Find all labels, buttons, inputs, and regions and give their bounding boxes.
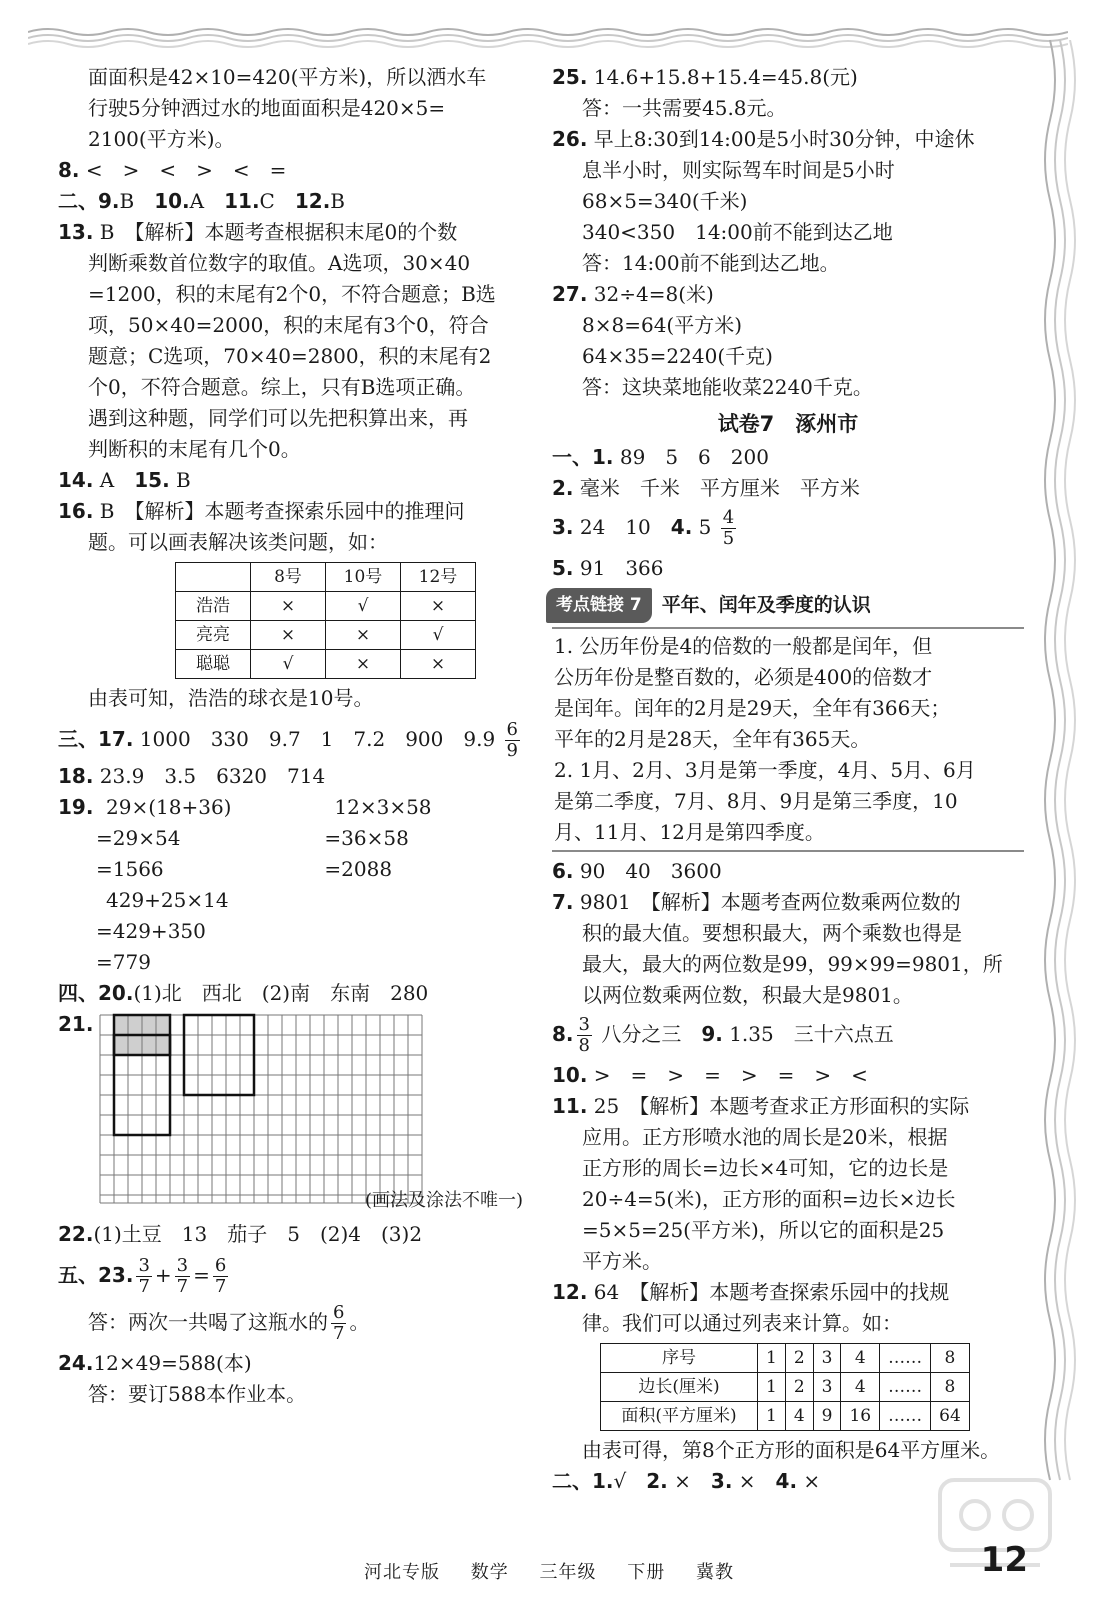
table-cell: 浩浩	[176, 592, 251, 621]
table-cell: 1	[758, 1373, 786, 1402]
text-line: 20÷4=5(米)，正方形的面积=边长×边长	[582, 1187, 956, 1211]
table-cell: √	[401, 621, 476, 650]
knowledge-link-badge: 考点链接 7	[546, 588, 652, 623]
answer-line: 答：要订588本作业本。	[88, 1382, 307, 1406]
page-number: 12	[980, 1540, 1028, 1580]
text-line: 340<350 14:00前不能到达乙地	[582, 220, 893, 244]
table-row	[601, 1344, 970, 1373]
text-line: 答：这块菜地能收菜2240千克。	[582, 375, 873, 399]
table-cell: 面积(平方厘米)	[601, 1402, 758, 1431]
table-cell: 10号	[326, 563, 401, 592]
page-border-right	[1040, 40, 1084, 1530]
text-line: 积的最大值。要想积最大，两个乘数也得是	[582, 921, 962, 945]
table-row	[176, 650, 476, 679]
text-line: 是闰年。闰年的2月是29天，全年有366天；	[554, 696, 951, 720]
table-row	[601, 1402, 970, 1431]
table-cell: 8	[931, 1344, 970, 1373]
right-column	[552, 62, 1024, 1497]
answer-s12: 12. 64 【解析】本题考查探索乐园中的找规	[552, 1280, 950, 1304]
answer-line: 答：两次一共喝了这瓶水的 $\frac{6}{7}$ 。	[88, 1302, 370, 1344]
answer-25: 25. 14.6+15.8+15.4=45.8(元)	[552, 65, 858, 89]
fraction: $\frac{6}{7}$	[333, 1302, 345, 1344]
calc-line: 12×3×58	[334, 795, 432, 819]
table-cell: 序号	[601, 1344, 758, 1373]
knowledge-link-box	[552, 627, 1024, 852]
text-line: 64×35=2240(千克)	[582, 344, 773, 368]
fraction: $\frac{3}{7}$	[138, 1255, 150, 1297]
table-cell: ×	[326, 650, 401, 679]
answer-8: 8. < > < > < =	[58, 158, 287, 182]
text-line: 判断乘数首位数字的取值。A选项，30×40	[88, 251, 471, 275]
calc-line: =1566	[96, 857, 164, 881]
text-line: 题意；C选项，70×40=2800，积的末尾有2	[88, 344, 492, 368]
table-cell: 12号	[401, 563, 476, 592]
answer-s5: 5. 91 366	[552, 556, 664, 580]
pattern-table	[600, 1343, 970, 1431]
table-cell: 边长(厘米)	[601, 1373, 758, 1402]
text-line: 8×8=64(平方米)	[582, 313, 743, 337]
table-header-row	[176, 563, 476, 592]
answer-22: 22.(1)土豆 13 茄子 5 (2)4 (3)2	[58, 1222, 423, 1246]
left-column	[58, 62, 523, 1410]
footer-subject: 数学	[470, 1562, 509, 1583]
answer-27: 27. 32÷4=8(米)	[552, 282, 714, 306]
answer-17: 三、17. 1000 330 9.7 1 7.2 900 9.9 $\frac{6}{9}$	[58, 719, 518, 761]
fraction: $\frac{4}{5}$	[722, 507, 735, 549]
answer-9-12: 二、9.B 10.A 11.C 12.B	[58, 189, 345, 213]
text-line: =5×5=25(平方米)，所以它的面积是25	[582, 1218, 945, 1242]
text-line: 平年的2月是28天，全年有365天。	[554, 727, 871, 751]
calc-line: =779	[96, 950, 151, 974]
answer-21: 21. (画法及涂法不唯一)	[58, 1009, 523, 1219]
answer-26: 26. 早上8:30到14:00是5小时30分钟，中途休	[552, 127, 975, 151]
table-cell: 8号	[251, 563, 326, 592]
answer-18: 18. 23.9 3.5 6320 714	[58, 764, 326, 788]
answer-14-15: 14. A 15. B	[58, 468, 191, 492]
answer-20: 四、20.(1)北 西北 (2)南 东南 280	[58, 981, 429, 1005]
answer-13: 13. B 【解析】本题考查根据积末尾0的个数	[58, 220, 458, 244]
footer-grade: 三年级	[539, 1562, 597, 1583]
page-border-top	[28, 26, 1068, 48]
drawing-note: (画法及涂法不唯一)	[364, 1190, 523, 1211]
answer-s8-9: 8. $\frac{3}{8}$ 八分之三 9. 1.35 三十六点五	[552, 1014, 894, 1056]
text-line: 项，50×40=2000，积的末尾有3个0，符合	[88, 313, 489, 337]
table-cell: √	[326, 592, 401, 621]
table-cell: ×	[326, 621, 401, 650]
answer-16: 16. B 【解析】本题考查探索乐园中的推理问	[58, 499, 465, 523]
text-line: 息半小时，则实际驾车时间是5小时	[582, 158, 895, 182]
table-cell: 9	[813, 1402, 841, 1431]
knowledge-link-title: 平年、闰年及季度的认识	[661, 594, 871, 616]
fraction: $\frac{3}{7}$	[176, 1255, 189, 1297]
calc-line: =2088	[324, 857, 393, 881]
text-line: 行驶5分钟洒过水的地面面积是420×5=	[88, 96, 446, 120]
table-cell: 3	[813, 1373, 841, 1402]
table-cell	[176, 563, 251, 592]
reasoning-table	[175, 562, 476, 679]
table-cell: ×	[401, 650, 476, 679]
table-cell: 3	[813, 1344, 841, 1373]
calc-line: 429+25×14	[106, 888, 229, 912]
answer-s3-4: 3. 24 10 4. 5 $\frac{4}{5}$	[552, 507, 735, 549]
table-cell: 1	[758, 1344, 786, 1373]
table-cell: 亮亮	[176, 621, 251, 650]
text-line: =1200，积的末尾有2个0，不符合题意；B选	[88, 282, 496, 306]
table-cell: ×	[401, 592, 476, 621]
knowledge-link-header	[546, 588, 1024, 623]
text-line: 1. 公历年份是4的倍数的一般都是闰年，但	[554, 634, 933, 658]
table-cell: ……	[880, 1344, 931, 1373]
answer-s6: 6. 90 40 3600	[552, 859, 722, 883]
answer-s2: 2. 毫米 千米 平方厘米 平方米	[552, 476, 860, 500]
answer-s10: 10. > = > = > = > <	[552, 1063, 868, 1087]
table-cell: 4	[785, 1402, 813, 1431]
text-line: 2. 1月、2月、3月是第一季度，4月、5月、6月	[554, 758, 976, 782]
text-line: 应用。正方形喷水池的周长是20米，根据	[582, 1125, 948, 1149]
answer-s7: 7. 9801 【解析】本题考查两位数乘两位数的	[552, 890, 961, 914]
calc-line: =36×58	[324, 826, 409, 850]
square-grid-drawing	[96, 1011, 426, 1207]
text-line: 律。我们可以通过列表来计算。如：	[582, 1311, 902, 1335]
calc-line: =429+350	[96, 919, 206, 943]
footer-publisher: 冀教	[695, 1562, 734, 1583]
text-line: 平方米。	[582, 1249, 662, 1273]
table-cell: 4	[841, 1344, 880, 1373]
answer-s11: 11. 25 【解析】本题考查求正方形面积的实际	[552, 1094, 970, 1118]
table-cell: 2	[785, 1344, 813, 1373]
answer-s1: 一、1. 89 5 6 200	[552, 445, 769, 469]
footer-edition: 河北专版	[364, 1562, 441, 1583]
table-row	[176, 592, 476, 621]
text-line: 2100(平方米)。	[88, 127, 235, 151]
calc-line: 29×(18+36)	[106, 795, 232, 819]
fraction: $\frac{6}{9}$	[506, 719, 518, 761]
text-line: 公历年份是整百数的，必须是400的倍数才	[554, 665, 933, 689]
table-row	[601, 1373, 970, 1402]
fraction: $\frac{6}{7}$	[214, 1255, 227, 1297]
text-line: 以两位数乘两位数，积最大是9801。	[582, 983, 913, 1007]
text-line: 遇到这种题，同学们可以先把积算出来，再	[88, 406, 468, 430]
table-cell: 16	[841, 1402, 880, 1431]
answer-part2: 二、1.√ 2. × 3. × 4. ×	[552, 1469, 821, 1493]
table-cell: ×	[251, 621, 326, 650]
text-line: 题。可以画表解决该类问题，如：	[88, 530, 388, 554]
table-cell: ……	[880, 1402, 931, 1431]
text-line: 判断积的末尾有几个0。	[88, 437, 301, 461]
footer-volume: 下册	[627, 1562, 666, 1583]
answer-23: 五、23. $\frac{3}{7}$ + $\frac{3}{7}$ = $\frac{6}{7}$	[58, 1255, 227, 1297]
section-title: 试卷7 涿州市	[717, 412, 859, 436]
answer-line: 答：一共需要45.8元。	[582, 96, 787, 120]
page-footer	[0, 1558, 1098, 1584]
text-line: 由表可得，第8个正方形的面积是64平方厘米。	[582, 1438, 1001, 1462]
table-cell: 4	[841, 1373, 880, 1402]
fraction: $\frac{3}{8}$	[578, 1014, 590, 1056]
calc-line: =29×54	[96, 826, 181, 850]
text-line: 面面积是42×10=420(平方米)，所以洒水车	[88, 65, 487, 89]
table-cell: 2	[785, 1373, 813, 1402]
text-line: 答：14:00前不能到达乙地。	[582, 251, 840, 275]
table-cell: 聪聪	[176, 650, 251, 679]
text-line: 是第二季度，7月、8月、9月是第三季度，10	[554, 789, 958, 813]
text-line: 月、11月、12月是第四季度。	[554, 820, 825, 844]
text-line: 正方形的周长=边长×4可知，它的边长是	[582, 1156, 949, 1180]
table-cell: 1	[758, 1402, 786, 1431]
table-cell: ×	[251, 592, 326, 621]
table-cell: √	[251, 650, 326, 679]
text-line: 由表可知，浩浩的球衣是10号。	[88, 686, 374, 710]
text-line: 最大，最大的两位数是99，99×99=9801，所	[582, 952, 1003, 976]
table-cell: 8	[931, 1373, 970, 1402]
answer-19: 19. 29×(18+36) =29×54 =1566 12×3×58 =36×58 =2088	[58, 792, 523, 885]
text-line: 个0，不符合题意。综上，只有B选项正确。	[88, 375, 476, 399]
answer-24: 24.12×49=588(本)	[58, 1351, 252, 1375]
table-cell: ……	[880, 1373, 931, 1402]
text-line: 68×5=340(千米)	[582, 189, 748, 213]
table-cell: 64	[931, 1402, 970, 1431]
table-row	[176, 621, 476, 650]
